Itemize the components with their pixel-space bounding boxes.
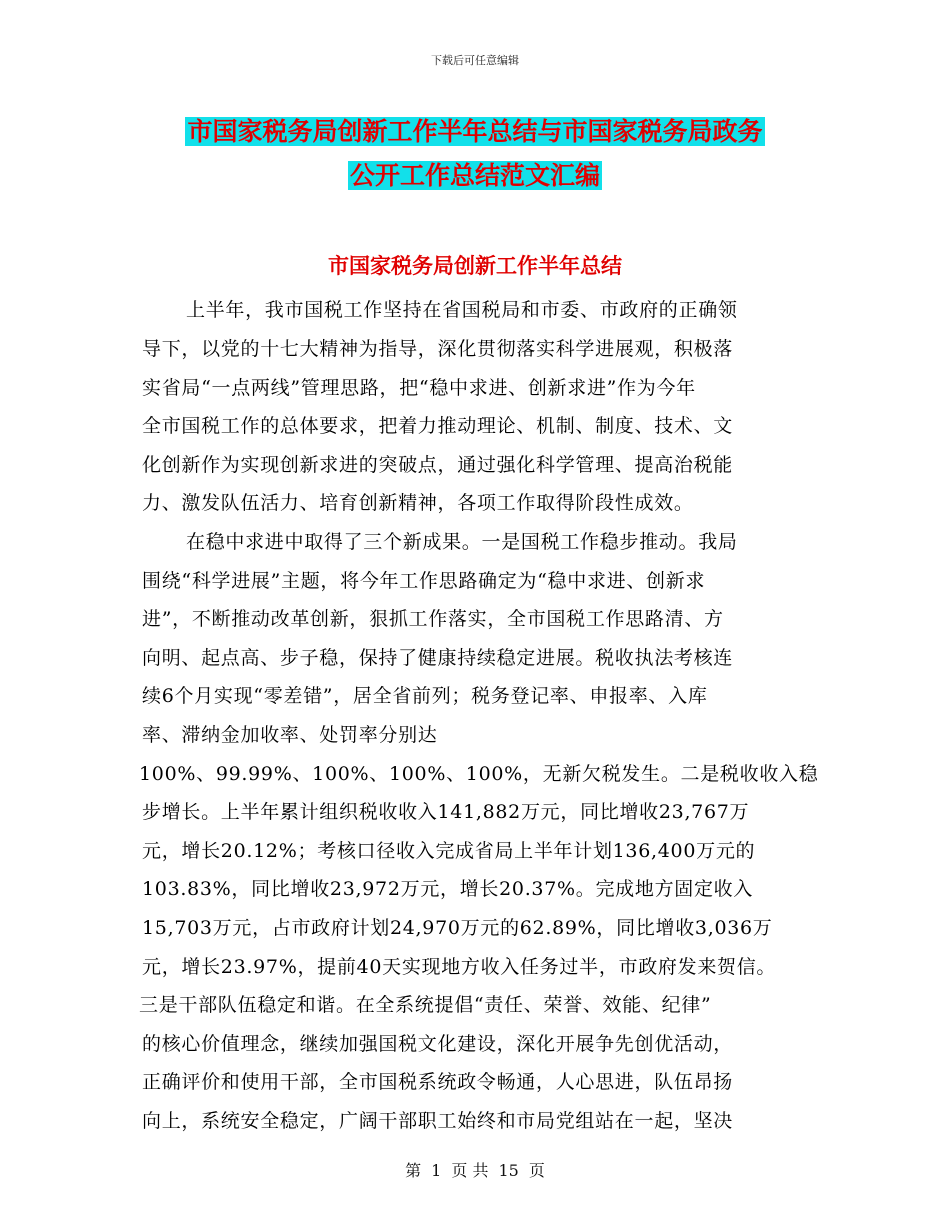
body-line: 15,703万元，占市政府计划24,970万元的62.89%，同比增收3,036万 (142, 917, 773, 939)
body-line: 实省局“一点两线”管理思路，把“稳中求进、创新求进”作为今年 (142, 377, 696, 399)
body-line: 100%、99.99%、100%、100%、100%，无新欠税发生。二是税收收入稳 (139, 763, 819, 785)
document-title-line-2-text: 公开工作总结范文汇编 (349, 161, 600, 190)
document-title-line-1-text: 市国家税务局创新工作半年总结与市国家税务局政务 (187, 117, 763, 146)
body-line: 化创新作为实现创新求进的突破点，通过强化科学管理、提高治税能 (142, 454, 734, 476)
footer-suffix: 页 (528, 1161, 545, 1180)
body-line: 全市国税工作的总体要求，把着力推动理论、机制、制度、技术、文 (142, 415, 734, 437)
body-line: 的核心价值理念，继续加强国税文化建设，深化开展争先创优活动， (142, 1033, 734, 1055)
footer-prefix: 第 (405, 1161, 422, 1180)
page-footer (0, 1158, 950, 1181)
body-line: 上半年，我市国税工作坚持在省国税局和市委、市政府的正确领 (186, 299, 738, 321)
footer-middle: 页 共 (451, 1161, 489, 1180)
footer-page-number: 1 (431, 1161, 442, 1180)
body-line: 三是干部队伍稳定和谐。在全系统提倡“责任、荣誉、效能、纪律” (139, 994, 712, 1016)
body-line: 向明、起点高、步子稳，保持了健康持续稳定进展。税收执法考核连 (142, 647, 734, 669)
body-line: 步增长。上半年累计组织税收收入141,882万元，同比增收23,767万 (142, 801, 750, 823)
section-title: 市国家税务局创新工作半年总结 (328, 253, 622, 278)
document-title-line-2 (0, 156, 950, 192)
body-line: 力、激发队伍活力、培育创新精神，各项工作取得阶段性成效。 (142, 492, 694, 514)
document-title-line-1 (0, 112, 950, 148)
body-line: 元，增长23.97%，提前40天实现地方收入任务过半，市政府发来贺信。 (142, 956, 777, 978)
body-line: 导下，以党的十七大精神为指导，深化贯彻落实科学进展观，积极落 (142, 338, 734, 360)
body-line: 元，增长20.12%；考核口径收入完成省局上半年计划136,400万元的 (142, 840, 756, 862)
body-line: 103.83%，同比增收23,972万元，增长20.37%。完成地方固定收入 (142, 878, 754, 900)
body-line: 进”，不断推动改革创新，狠抓工作落实，全市国税工作思路清、方 (142, 608, 724, 630)
page-header-note: 下载后可任意编辑 (431, 54, 519, 67)
body-line: 率、滞纳金加收率、处罚率分别达 (142, 724, 438, 746)
body-line: 续6个月实现“零差错”，居全省前列；税务登记率、申报率、入库 (142, 685, 708, 707)
body-line: 在稳中求进中取得了三个新成果。一是国税工作稳步推动。我局 (186, 531, 738, 553)
body-line: 向上，系统安全稳定，广阔干部职工始终和市局党组站在一起，坚决 (142, 1110, 734, 1132)
body-line: 正确评价和使用干部，全市国税系统政令畅通，人心思进，队伍昂扬 (142, 1071, 734, 1093)
body-line: 围绕“科学进展”主题，将今年工作思路确定为“稳中求进、创新求 (142, 570, 706, 592)
footer-total-pages: 15 (498, 1161, 519, 1180)
